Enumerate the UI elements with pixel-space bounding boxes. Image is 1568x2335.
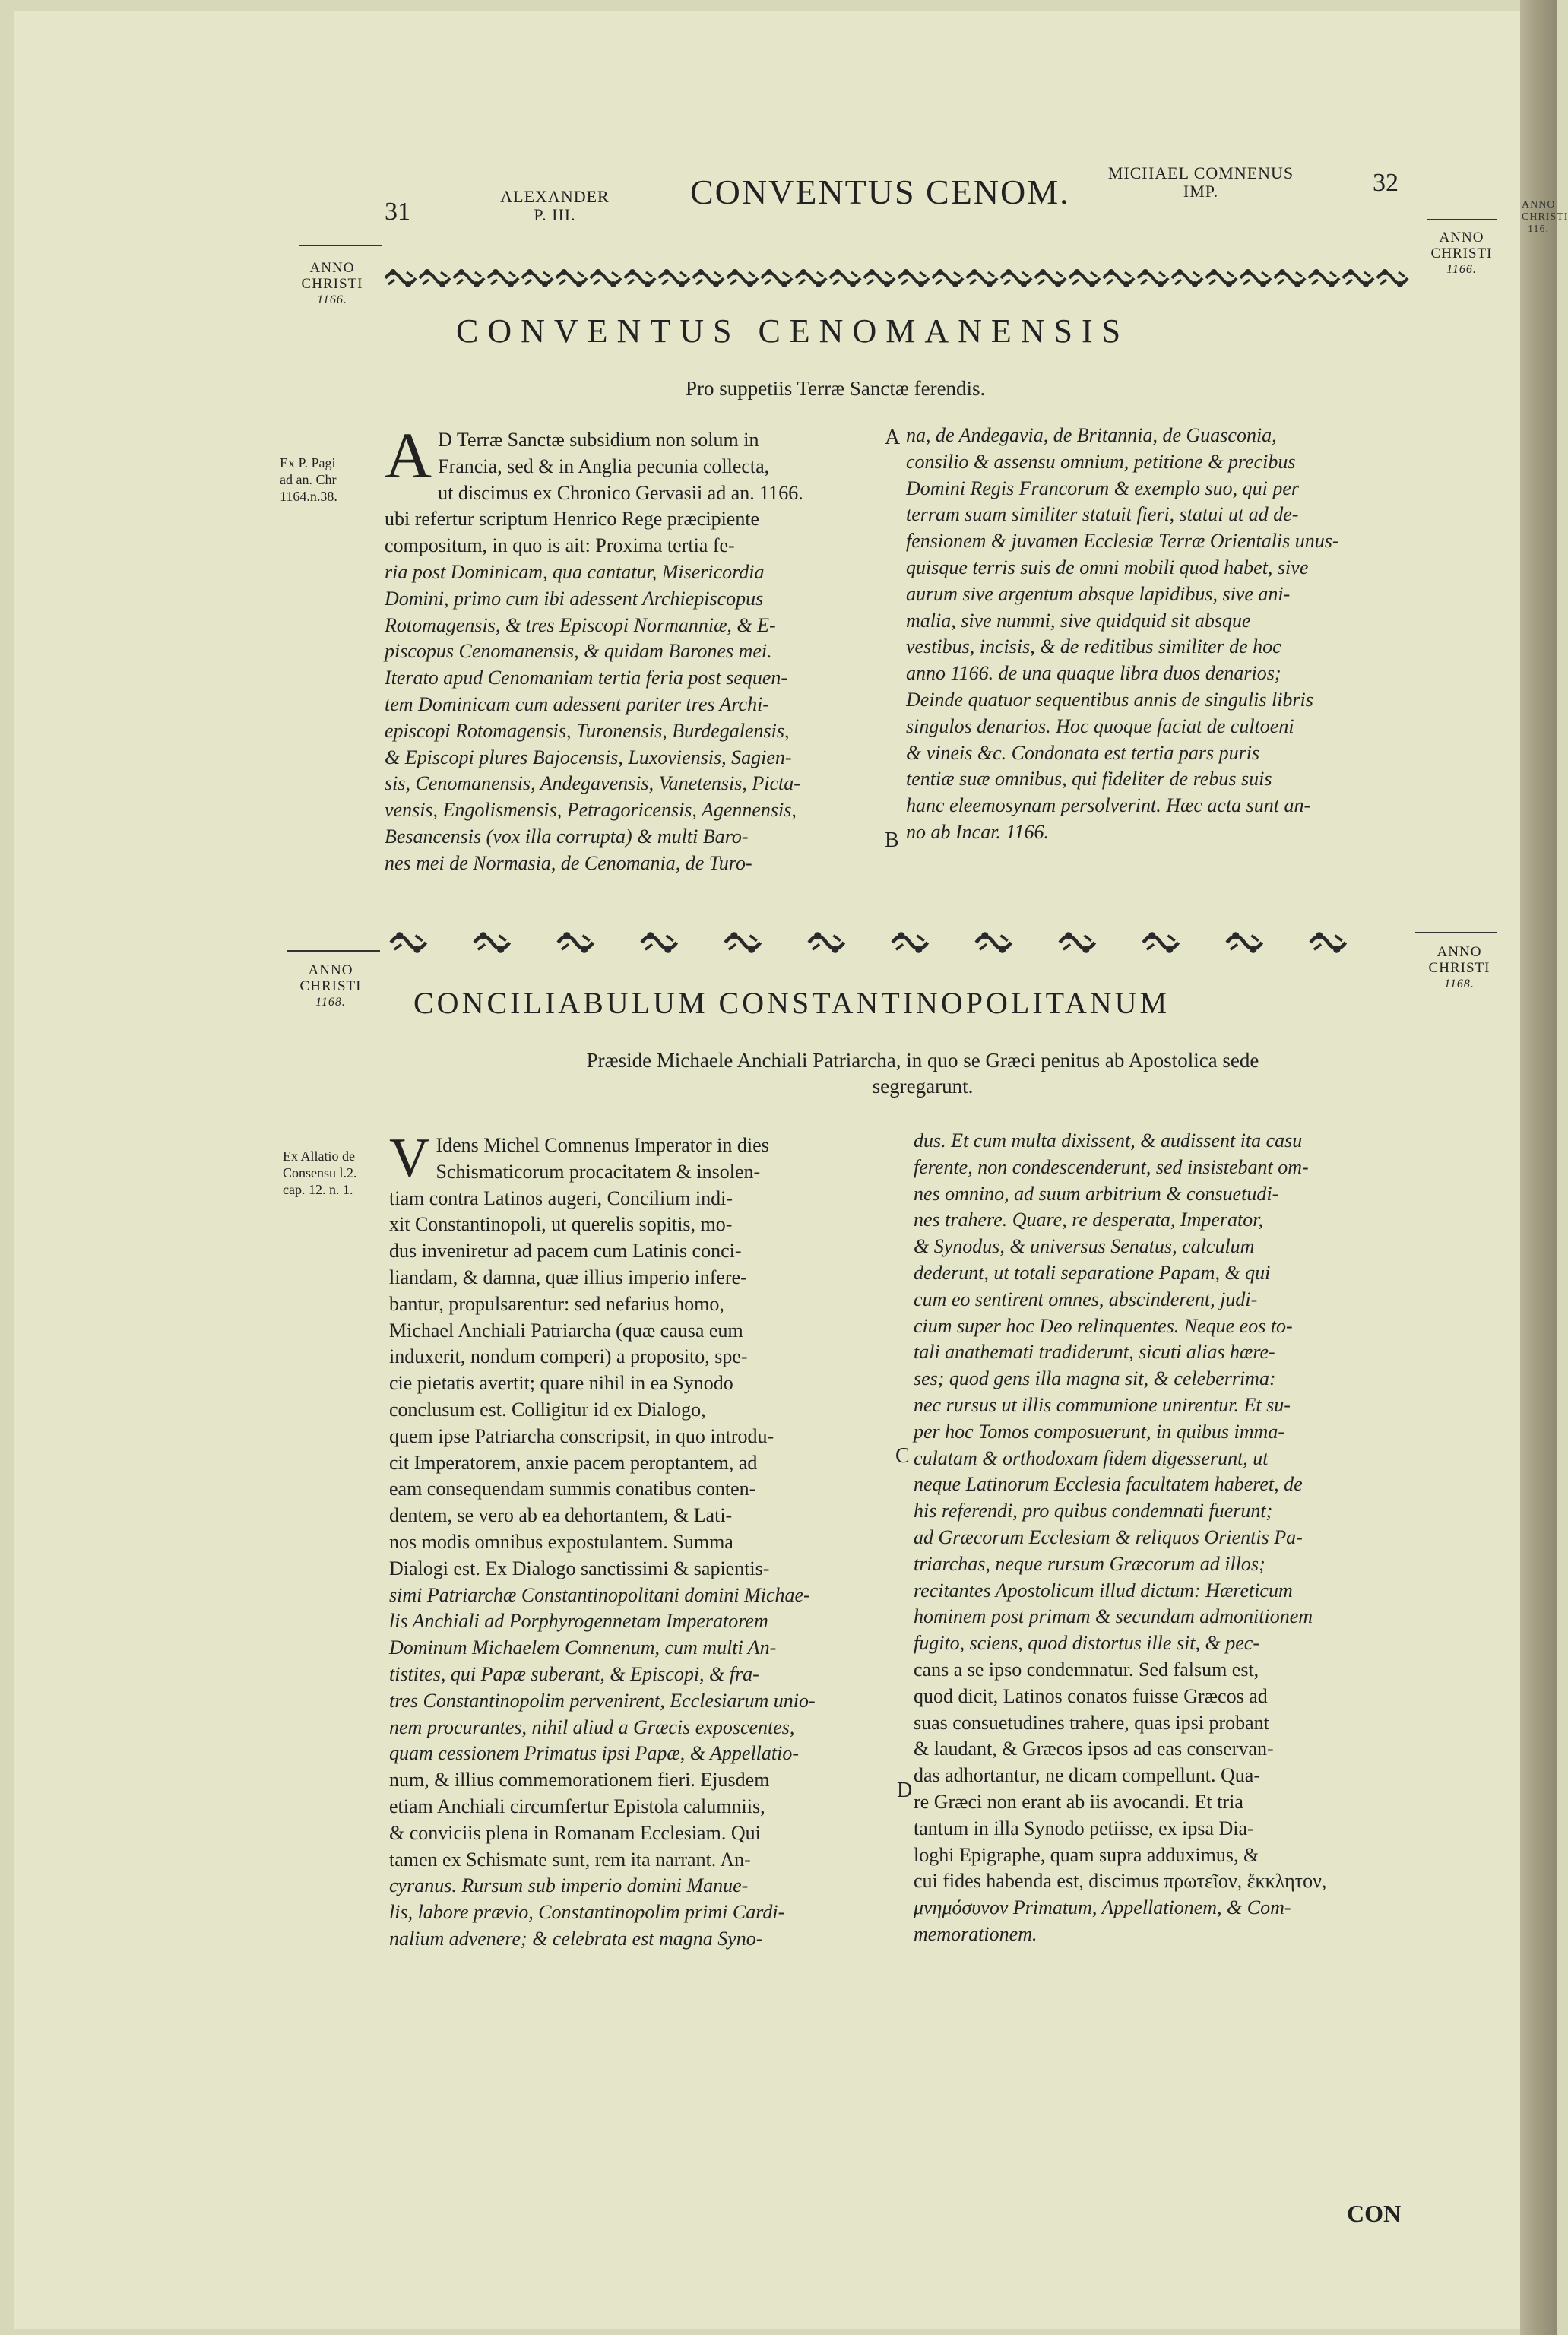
text-line: xit Constantinopoli, ut querelis sopitis, mo- bbox=[389, 1213, 733, 1236]
subtitle-line: segregarunt. bbox=[872, 1075, 974, 1098]
marginal-line: 1164.n.38. bbox=[280, 489, 337, 504]
text-line: ses; quod gens illa magna sit, & celeberrima: bbox=[914, 1367, 1276, 1390]
text-line: cit Imperatorem, anxie pacem peroptantem, ad bbox=[389, 1451, 758, 1474]
text-column-right bbox=[906, 423, 1415, 846]
text-line: Dialogi est. Ex Dialogo sanctissimi & sapientis- bbox=[389, 1557, 770, 1579]
text-line: etiam Anchiali circumfertur Epistola calumniis, bbox=[389, 1795, 765, 1817]
fleuron-ornament bbox=[1143, 932, 1178, 953]
text-line: D Terræ Sanctæ subsidium non solum in bbox=[438, 429, 759, 451]
text-line: memorationem. bbox=[914, 1922, 1037, 1945]
text-line: piscopus Cenomanensis, & quidam Barones mei. bbox=[385, 640, 772, 663]
fleuron-ornament bbox=[933, 269, 963, 287]
anno-christi-right bbox=[1414, 944, 1505, 992]
text-line: nes omnino, ad suum arbitrium & consuetudi- bbox=[914, 1182, 1279, 1205]
text-line: compositum, in quo is ait: Proxima tertia fe- bbox=[385, 534, 735, 557]
marginal-note bbox=[280, 455, 379, 505]
margin-letter-c: C bbox=[895, 1444, 910, 1468]
running-head-line: P. III. bbox=[534, 205, 576, 224]
text-line: tres Constantinopolim pervenirent, Ecclesiarum unio- bbox=[389, 1689, 816, 1712]
text-line: fugito, sciens, quod distortus ille sit, & pec- bbox=[914, 1632, 1259, 1655]
fleuron-ornament bbox=[1227, 932, 1262, 953]
text-line: tali anathemati tradiderunt, sicuti alias hære- bbox=[914, 1341, 1275, 1364]
ornamental-band bbox=[389, 924, 1415, 954]
fleuron-ornament bbox=[796, 269, 826, 287]
marginal-line: Ex Allatio de bbox=[283, 1148, 355, 1164]
text-line: quem ipse Patriarcha conscripsit, in quo introdu- bbox=[389, 1424, 774, 1447]
fleuron-ornament bbox=[1138, 269, 1168, 287]
marginal-line: Ex P. Pagi bbox=[280, 455, 336, 470]
text-line: nalium advenere; & celebrata est magna Syno- bbox=[389, 1927, 763, 1950]
text-line: Schismaticorum procacitatem & insolen- bbox=[436, 1160, 761, 1183]
text-line: ubi refertur scriptum Henrico Rege præcipiente bbox=[385, 508, 760, 531]
fleuron-ornament bbox=[967, 269, 997, 287]
fleuron-ornament bbox=[641, 932, 676, 953]
page-edge bbox=[1520, 0, 1568, 2335]
text-line: his referendi, pro quibus condemnati fuerunt; bbox=[914, 1500, 1273, 1522]
fleuron-ornament bbox=[591, 269, 621, 287]
running-head-left bbox=[486, 188, 623, 224]
anno-year: 1166. bbox=[317, 293, 347, 306]
text-line: culatam & orthodoxam fidem digesserunt, ut bbox=[914, 1446, 1269, 1469]
section-subtitle bbox=[451, 1047, 1394, 1099]
text-line: terram suam similiter statuit fieri, statui ut ad de- bbox=[906, 503, 1299, 526]
anno-line: ANNO bbox=[308, 962, 353, 978]
text-line: hanc eleemosynam persolverint. Hæc acta sunt an- bbox=[906, 794, 1311, 817]
text-line: malia, sive nummi, sive quidquid sit absque bbox=[906, 609, 1251, 632]
text-line: singulos denarios. Hoc quoque faciat de cultoeni bbox=[906, 714, 1294, 737]
text-line: consilio & assensu omnium, petitione & precibus bbox=[906, 450, 1296, 473]
text-line: suas consuetudines trahere, quas ipsi probant bbox=[914, 1711, 1269, 1734]
fleuron-ornament bbox=[385, 269, 416, 287]
text-line: Rotomagensis, & tres Episcopi Normanniæ, & E- bbox=[385, 613, 776, 636]
text-line: num, & illius commemorationem fieri. Ejusdem bbox=[389, 1769, 770, 1792]
text-line: fensionem & juvamen Ecclesiæ Terræ Orientalis unus- bbox=[906, 530, 1339, 553]
anno-line: CHRISTI bbox=[299, 978, 362, 994]
text-line: nes trahere. Quare, re desperata, Imperator, bbox=[914, 1209, 1263, 1231]
text-line: anno 1166. de una quaque libra duos denarios; bbox=[906, 662, 1281, 685]
text-line: & Synodus, & universus Senatus, calculum bbox=[914, 1235, 1255, 1258]
text-line: nem procurantes, nihil aliud a Græcis exposcentes, bbox=[389, 1716, 795, 1738]
fleuron-ornament bbox=[391, 932, 426, 953]
text-line: Francia, sed & in Anglia pecunia collecta, bbox=[438, 455, 770, 477]
running-title: CONVENTUS CENOM. bbox=[690, 173, 1070, 211]
text-line: liandam, & damna, quæ illius imperio infere- bbox=[389, 1266, 747, 1288]
edge-anno-tab bbox=[1522, 199, 1568, 236]
fleuron-ornament bbox=[1035, 269, 1066, 287]
margin-letter-b: B bbox=[885, 828, 899, 852]
fleuron-ornament bbox=[1001, 269, 1031, 287]
catchword: CON bbox=[1347, 2200, 1402, 2227]
text-line: Iterato apud Cenomaniam tertia feria post sequen- bbox=[385, 667, 788, 689]
fleuron-ornament bbox=[1309, 269, 1339, 287]
section-title: CONCILIABULUM CONSTANTINOPOLITANUM bbox=[413, 986, 1170, 1020]
marginal-line: cap. 12. n. 1. bbox=[283, 1182, 353, 1197]
text-line: induxerit, nondum comperi) a proposito, spe- bbox=[389, 1345, 748, 1368]
text-line: bantur, propulsarentur: sed nefarius homo, bbox=[389, 1292, 724, 1315]
section-subtitle: Pro suppetiis Terræ Sanctæ ferendis. bbox=[686, 377, 986, 400]
anno-year: 1168. bbox=[1444, 977, 1475, 990]
fleuron-ornament bbox=[454, 269, 484, 287]
fleuron-ornament bbox=[556, 269, 587, 287]
anno-year: 1168. bbox=[315, 996, 346, 1009]
anno-line: CHRISTI bbox=[1430, 246, 1493, 261]
running-head-line: IMP. bbox=[1183, 182, 1219, 201]
text-line: tantum in illa Synodo petiisse, ex ipsa Dia- bbox=[914, 1817, 1254, 1839]
text-line: & Episcopi plures Bajocensis, Luxoviensis, Sagien- bbox=[385, 746, 792, 768]
text-line: das adhortantur, ne dicam compellunt. Qua- bbox=[914, 1764, 1260, 1787]
fleuron-ornament bbox=[809, 932, 844, 953]
text-line: Idens Michel Comnenus Imperator in dies bbox=[436, 1134, 769, 1156]
text-line: tamen ex Schismate sunt, rem ita narrant. An- bbox=[389, 1848, 751, 1871]
text-line: recitantes Apostolicum illud dictum: Hæreticum bbox=[914, 1579, 1293, 1602]
fleuron-ornament bbox=[976, 932, 1011, 953]
text-line: ad Græcorum Ecclesiam & reliquos Orientis Pa- bbox=[914, 1526, 1303, 1548]
text-line: & vineis &c. Condonata est tertia pars puris bbox=[906, 741, 1260, 764]
anno-rule bbox=[1427, 219, 1497, 220]
fleuron-ornament bbox=[522, 269, 553, 287]
text-line: cyranus. Rursum sub imperio domini Manue- bbox=[389, 1874, 749, 1897]
text-line: aurum sive argentum absque lapidibus, sive ani- bbox=[906, 582, 1291, 605]
fleuron-ornament bbox=[725, 932, 760, 953]
text-line: sis, Cenomanensis, Andegavensis, Vanetensis, Picta- bbox=[385, 772, 800, 795]
anno-christi-right bbox=[1420, 230, 1503, 277]
anno-rule bbox=[299, 245, 382, 246]
text-line: vestibus, incisis, & de reditibus similiter de hoc bbox=[906, 635, 1281, 658]
fleuron-ornament bbox=[830, 269, 860, 287]
text-line: loghi Epigraphe, quam supra adduximus, & bbox=[914, 1843, 1259, 1866]
text-line: nes mei de Normasia, de Cenomania, de Turo- bbox=[385, 851, 752, 874]
text-line: re Græci non erant ab iis avocandi. Et tria bbox=[914, 1790, 1243, 1813]
text-line: cui fides habenda est, discimus πρωτεῖον, ἔκκλητον, bbox=[914, 1870, 1327, 1893]
running-head-right bbox=[1094, 164, 1307, 201]
anno-rule bbox=[1415, 932, 1497, 933]
subtitle-line: Præside Michaele Anchiali Patriarcha, in quo se Græci penitus ab Apostolica sede bbox=[586, 1049, 1259, 1072]
page-number-right: 32 bbox=[1373, 169, 1399, 197]
text-line: nec rursus ut illis communione unirentur. Et su- bbox=[914, 1393, 1291, 1416]
text-line: na, de Andegavia, de Britannia, de Guasconia, bbox=[906, 424, 1277, 446]
page-number-left: 31 bbox=[385, 198, 410, 226]
text-line: ria post Dominicam, qua cantatur, Misericordia bbox=[385, 560, 765, 583]
text-line: vensis, Engolismensis, Petragoricensis, Agennensis, bbox=[385, 799, 797, 822]
fleuron-ornament bbox=[1343, 269, 1373, 287]
anno-rule bbox=[287, 950, 380, 952]
fleuron-ornament bbox=[474, 932, 509, 953]
fleuron-ornament bbox=[892, 932, 927, 953]
text-line: episcopi Rotomagensis, Turonensis, Burdegalensis, bbox=[385, 719, 790, 742]
text-line: no ab Incar. 1166. bbox=[906, 820, 1050, 843]
text-line: lis, labore prævio, Constantinopolim primi Cardi- bbox=[389, 1901, 785, 1924]
text-line: per hoc Tomos composuerunt, in quibus imma- bbox=[914, 1420, 1284, 1443]
text-line: triarchas, neque rursum Græcorum ad illos; bbox=[914, 1552, 1265, 1575]
fleuron-ornament bbox=[1206, 269, 1237, 287]
anno-line: ANNO bbox=[1439, 230, 1484, 246]
anno-christi-left bbox=[283, 260, 382, 308]
running-head-line: MICHAEL COMNENUS bbox=[1107, 163, 1294, 182]
fleuron-ornament bbox=[420, 269, 450, 287]
anno-line: ANNO bbox=[1437, 944, 1482, 960]
fleuron-ornament bbox=[727, 269, 758, 287]
drop-cap: A bbox=[385, 419, 432, 492]
fleuron-ornament bbox=[898, 269, 929, 287]
text-line: neque Latinorum Ecclesia facultatem haberet, de bbox=[914, 1473, 1303, 1496]
text-line: quam cessionem Primatus ipsi Papæ, & Appellatio- bbox=[389, 1742, 799, 1765]
ornamental-band bbox=[384, 263, 1418, 293]
fleuron-ornament bbox=[1060, 932, 1094, 953]
fleuron-ornament bbox=[488, 269, 518, 287]
text-line: cans a se ipso condemnatur. Sed falsum est, bbox=[914, 1658, 1259, 1681]
margin-letter-a: A bbox=[885, 426, 901, 449]
text-line: dederunt, ut totali separatione Papam, & qui bbox=[914, 1261, 1271, 1284]
text-line: nos modis omnibus expostulantem. Summa bbox=[389, 1530, 733, 1553]
edge-anno-line: ANNO bbox=[1522, 199, 1556, 211]
text-line: Michael Anchiali Patriarcha (quæ causa eum bbox=[389, 1319, 743, 1342]
text-line: dus. Et cum multa dixissent, & audissent ita casu bbox=[914, 1129, 1303, 1152]
text-line: Dominum Michaelem Comnenum, cum multi An- bbox=[389, 1636, 777, 1659]
text-line: tentiæ suæ omnibus, qui fideliter de rebus suis bbox=[906, 768, 1272, 790]
text-line: Domini Regis Francorum & exemplo suo, qui per bbox=[906, 477, 1300, 499]
fleuron-ornament bbox=[1104, 269, 1134, 287]
text-line: eam consequendam summis conatibus conten- bbox=[389, 1478, 756, 1500]
margin-letter-d: D bbox=[897, 1779, 913, 1802]
fleuron-ornament bbox=[1172, 269, 1202, 287]
fleuron-ornament bbox=[1240, 269, 1271, 287]
edge-anno-line: CHRISTI bbox=[1522, 211, 1568, 223]
text-line: ut discimus ex Chronico Gervasii ad an. 1166. bbox=[438, 481, 803, 504]
text-line: ferente, non condescenderunt, sed insistebant om- bbox=[914, 1155, 1309, 1178]
text-line: & conviciis plena in Romanam Ecclesiam. Qui bbox=[389, 1821, 761, 1844]
text-line: cie pietatis avertit; quare nihil in ea Synodo bbox=[389, 1372, 733, 1395]
text-line: μνημόσυνον Primatum, Appellationem, & Com- bbox=[914, 1896, 1291, 1919]
fleuron-ornament bbox=[625, 269, 655, 287]
text-line: hominem post primam & secundam admonitionem bbox=[914, 1605, 1313, 1628]
fleuron-ornament bbox=[693, 269, 724, 287]
text-line: cium super hoc Deo relinquentes. Neque eos to- bbox=[914, 1314, 1293, 1337]
section-title: CONVENTUS CENOMANENSIS bbox=[456, 312, 1130, 350]
text-line: dus inveniretur ad pacem cum Latinis conci- bbox=[389, 1240, 742, 1263]
anno-line: CHRISTI bbox=[301, 276, 363, 292]
anno-year: 1166. bbox=[1446, 263, 1477, 276]
text-line: Besancensis (vox illa corrupta) & multi Baro- bbox=[385, 825, 749, 848]
drop-cap: V bbox=[389, 1127, 430, 1190]
text-column-left bbox=[385, 419, 883, 877]
text-line: tem Dominicam cum adessent pariter tres Archi- bbox=[385, 692, 769, 715]
anno-line: ANNO bbox=[309, 260, 355, 276]
marginal-line: Consensu l.2. bbox=[283, 1165, 357, 1180]
fleuron-ornament bbox=[1275, 269, 1305, 287]
text-line: cum eo sentirent omnes, abscinderent, judi- bbox=[914, 1288, 1258, 1310]
fleuron-ornament bbox=[1069, 269, 1100, 287]
text-line: quisque terris suis de omni mobili quod habet, sive bbox=[906, 556, 1309, 578]
text-line: Deinde quatuor sequentibus annis de singulis libris bbox=[906, 688, 1313, 711]
fleuron-ornament bbox=[1377, 269, 1408, 287]
text-line: & laudant, & Græcos ipsos ad eas conservan- bbox=[914, 1738, 1274, 1760]
fleuron-ornament bbox=[659, 269, 689, 287]
text-column-left bbox=[389, 1127, 891, 1953]
anno-line: CHRISTI bbox=[1428, 960, 1490, 976]
anno-christi-left bbox=[281, 962, 380, 1010]
fleuron-ornament bbox=[1310, 932, 1345, 953]
running-head-line: ALEXANDER bbox=[500, 187, 610, 206]
text-line: simi Patriarchæ Constantinopolitani domini Michae- bbox=[389, 1583, 810, 1606]
edge-anno-line: 116. bbox=[1528, 223, 1549, 235]
text-line: Domini, primo cum ibi adessent Archiepiscopus bbox=[385, 587, 764, 610]
marginal-line: ad an. Chr bbox=[280, 472, 337, 487]
text-line: quod dicit, Latinos conatos fuisse Græcos ad bbox=[914, 1684, 1268, 1707]
marginal-note bbox=[283, 1148, 389, 1198]
text-line: lis Anchiali ad Porphyrogennetam Imperatorem bbox=[389, 1610, 768, 1633]
text-line: conclusum est. Colligitur id ex Dialogo, bbox=[389, 1398, 706, 1421]
fleuron-ornament bbox=[864, 269, 895, 287]
text-line: tistites, qui Papæ suberant, & Episcopi, & fra- bbox=[389, 1662, 759, 1685]
text-line: tiam contra Latinos augeri, Concilium indi- bbox=[389, 1187, 733, 1209]
fleuron-ornament bbox=[762, 269, 792, 287]
fleuron-ornament bbox=[558, 932, 593, 953]
text-column-right bbox=[914, 1128, 1427, 1948]
text-line: dentem, se vero ab ea dehortantem, & Lati- bbox=[389, 1504, 733, 1527]
